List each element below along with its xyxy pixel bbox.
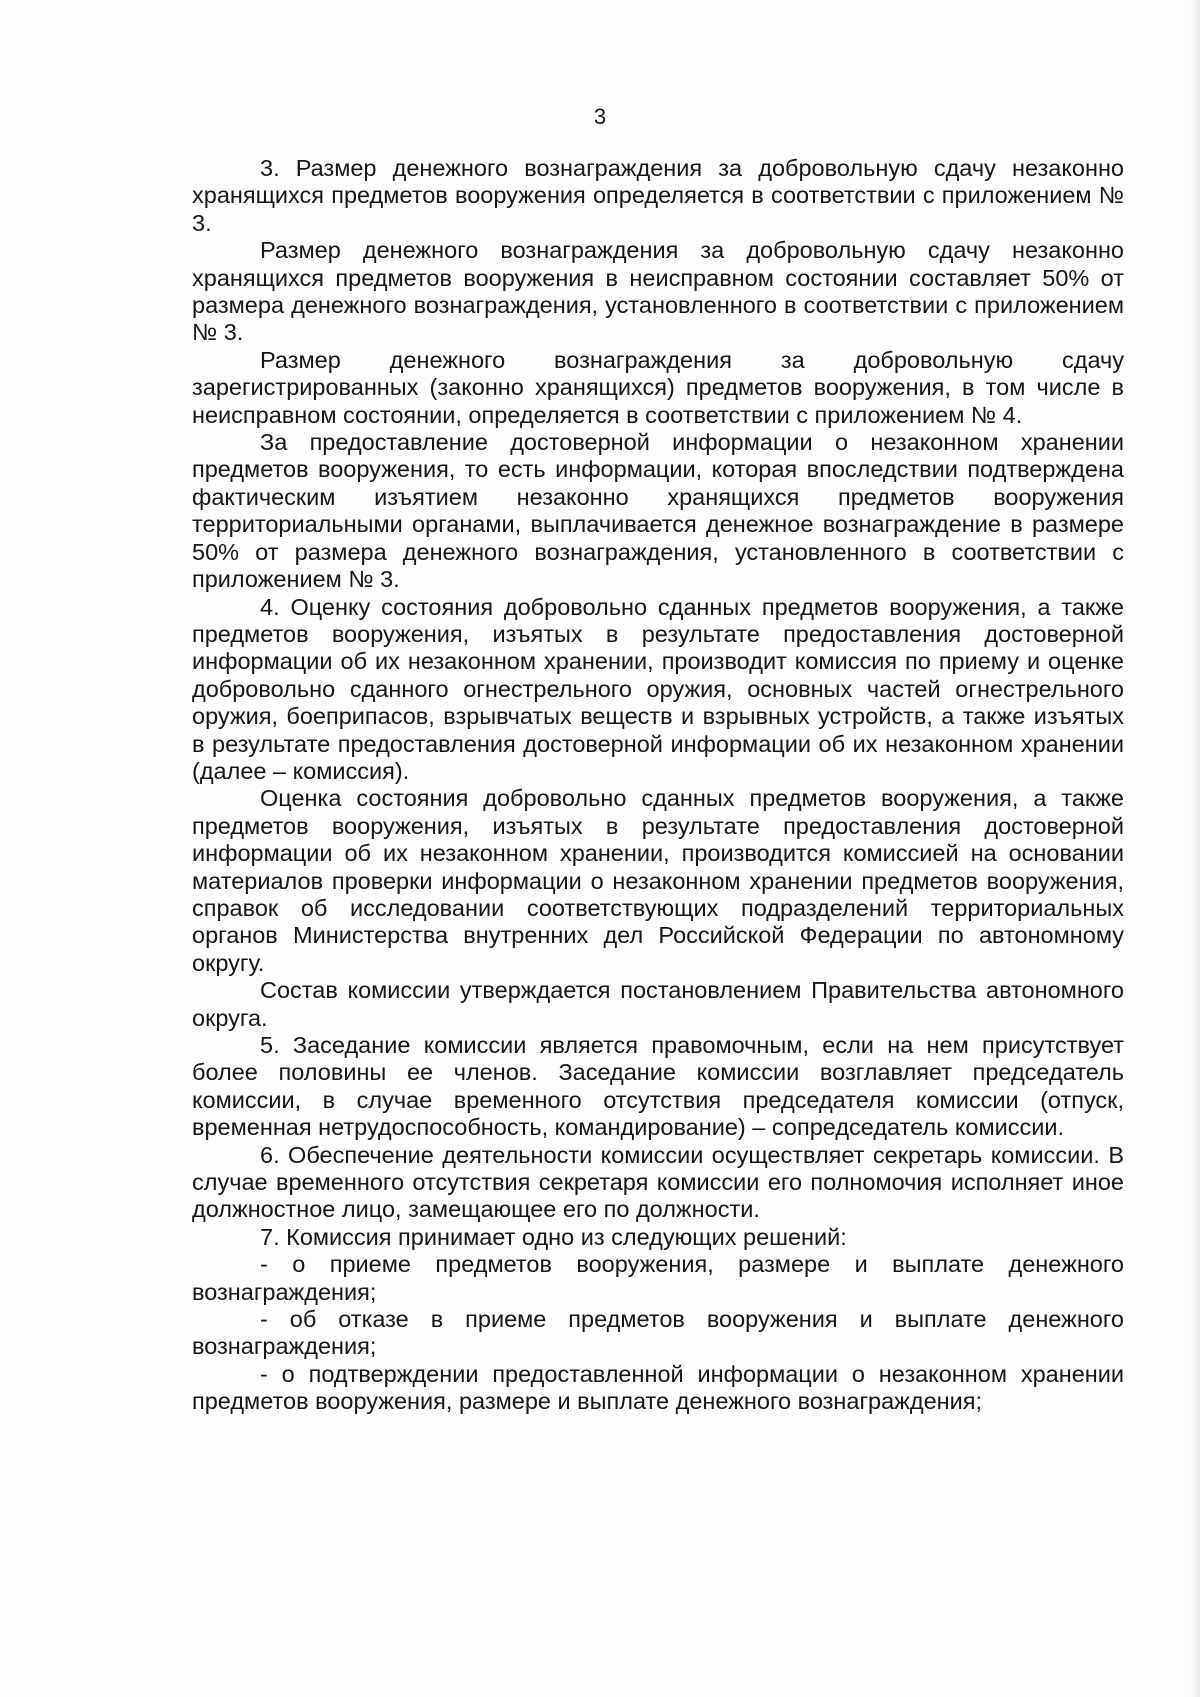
- decision-item-confirmation: - о подтверждении предоставленной информации о незаконном хранении предметов вооружения, размере и выплате денежного вознаграждения;: [192, 1360, 1124, 1415]
- paragraph-5-meeting: 5. Заседание комиссии является правомочным, если на нем присутствует более половины ее членов. Заседание комиссии возглавляет председатель комиссии, в случае временного отсутствия председателя комиссии (отпуск, временная нетрудоспособность, командирование) – сопредседатель комиссии.: [192, 1032, 1124, 1141]
- paragraph-6-secretary: 6. Обеспечение деятельности комиссии осуществляет секретарь комиссии. В случае временного отсутствия секретаря комиссии его полномочия исполняет иное должностное лицо, замещающее его по должности.: [192, 1141, 1124, 1223]
- page-edge-shadow: [1190, 0, 1200, 1697]
- paragraph-registered-weapons: Размер денежного вознаграждения за добровольную сдачу зарегистрированных (законно хранящихся) предметов вооружения, в том числе в неисправном состоянии, определяется в соответствии с приложением № 4.: [192, 346, 1124, 428]
- page-number: 3: [593, 104, 607, 129]
- document-body: [192, 155, 1124, 1416]
- paragraph-7-decisions: 7. Комиссия принимает одно из следующих решений:: [260, 1223, 847, 1250]
- paragraph-4-assessment: 4. Оценку состояния добровольно сданных предметов вооружения, а также предметов вооружения, изъятых в результате предоставления достоверной информации об их незаконном хранении, производит комиссия по приему и оценке добровольно сданного огнестрельного оружия, основных частей огнестрельного оружия, боеприпасов, взрывчатых веществ и взрывных устройств, а также изъятых в результате предоставления достоверной информации об их незаконном хранении (далее – комиссия).: [192, 593, 1124, 784]
- paragraph-information-reward: За предоставление достоверной информации о незаконном хранении предметов вооружения, то есть информации, которая впоследствии подтверждена фактическим изъятием незаконно хранящихся предметов вооружения территориальными органами, выплачивается денежное вознаграждение в размере 50% от размера денежного вознаграждения, установленного в соответствии с приложением № 3.: [192, 429, 1124, 593]
- paragraph-3-reward-size: 3. Размер денежного вознаграждения за добровольную сдачу незаконно хранящихся предметов вооружения определяется в соответствии с приложением № 3.: [192, 155, 1124, 236]
- paragraph-assessment-basis: Оценка состояния добровольно сданных предметов вооружения, а также предметов вооружения, изъятых в результате предоставления достоверной информации об их незаконном хранении, производится комиссией на основании материалов проверки информации о незаконном хранении предметов вооружения, справок об исследовании соответствующих подразделений территориальных органов Министерства внутренних дел Российской Федерации по автономному округу.: [192, 785, 1124, 976]
- decision-item-acceptance: - о приеме предметов вооружения, размере и выплате денежного вознаграждения;: [192, 1251, 1124, 1305]
- paragraph-faulty-condition: Размер денежного вознаграждения за добровольную сдачу незаконно хранящихся предметов вооружения в неисправном состоянии составляет 50% от размера денежного вознаграждения, установленного в соответствии с приложением № 3.: [192, 237, 1124, 346]
- decision-item-refusal: - об отказе в приеме предметов вооружения и выплате денежного вознаграждения;: [192, 1306, 1124, 1360]
- paragraph-commission-composition: Состав комиссии утверждается постановлением Правительства автономного округа.: [192, 977, 1124, 1031]
